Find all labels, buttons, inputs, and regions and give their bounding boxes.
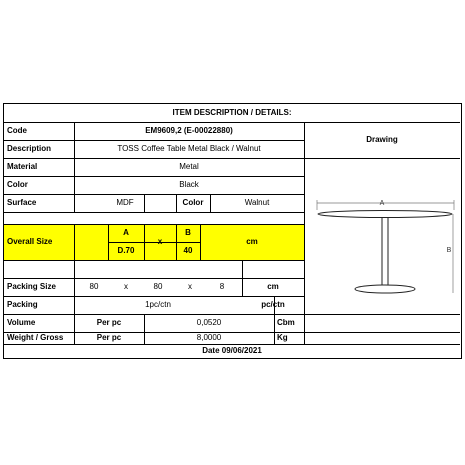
overall-size-b-value: 40 <box>183 246 193 255</box>
packing-size-label: Packing Size <box>7 282 56 291</box>
surface-color-label: Color <box>182 198 204 207</box>
overall-size-label: Overall Size <box>7 237 53 246</box>
drawing-label: Drawing <box>366 135 398 144</box>
material-label: Material <box>7 162 38 171</box>
overall-size-a-head: A <box>123 228 129 237</box>
sheet-title: ITEM DESCRIPTION / DETAILS: <box>172 108 292 117</box>
overall-size-b-head: B <box>185 228 191 237</box>
table-drawing <box>4 104 460 358</box>
material-value: Metal <box>179 162 199 171</box>
packing-unit: pc/ctn <box>261 300 285 309</box>
description-label: Description <box>7 144 52 153</box>
surface-value: MDF <box>116 198 134 207</box>
date-footer: Date 09/06/2021 <box>202 346 262 355</box>
color-label: Color <box>7 180 28 189</box>
packing-size-v1: 80 <box>89 282 99 291</box>
overall-size-a-value: D.70 <box>117 246 135 255</box>
volume-per: Per pc <box>96 318 122 327</box>
weight-value: 8,0000 <box>196 333 222 342</box>
overall-size-unit: cm <box>246 237 258 246</box>
weight-unit: Kg <box>277 333 288 342</box>
volume-label: Volume <box>7 318 36 327</box>
overall-size-x: x <box>157 237 163 246</box>
volume-value: 0,0520 <box>196 318 222 327</box>
packing-size-v2: 80 <box>153 282 163 291</box>
color-value: Black <box>179 180 199 189</box>
volume-unit: Cbm <box>277 318 295 327</box>
code-label: Code <box>7 126 27 135</box>
packing-label: Packing <box>7 300 38 309</box>
description-value: TOSS Coffee Table Metal Black / Walnut <box>117 144 261 153</box>
surface-label: Surface <box>7 198 37 207</box>
packing-size-unit: cm <box>267 282 279 291</box>
dim-a-label: A <box>379 200 385 207</box>
dim-b-label: B <box>446 247 452 254</box>
packing-value: 1pc/ctn <box>145 300 171 309</box>
packing-size-x1: x <box>124 282 128 291</box>
surface-color-value: Walnut <box>244 198 270 207</box>
packing-size-v3: 8 <box>219 282 225 291</box>
item-details-sheet <box>3 103 462 359</box>
packing-size-x2: x <box>188 282 192 291</box>
weight-label: Weight / Gross <box>7 333 64 342</box>
weight-per: Per pc <box>96 333 122 342</box>
code-value: EM9609,2 (E-00022880) <box>145 126 233 135</box>
